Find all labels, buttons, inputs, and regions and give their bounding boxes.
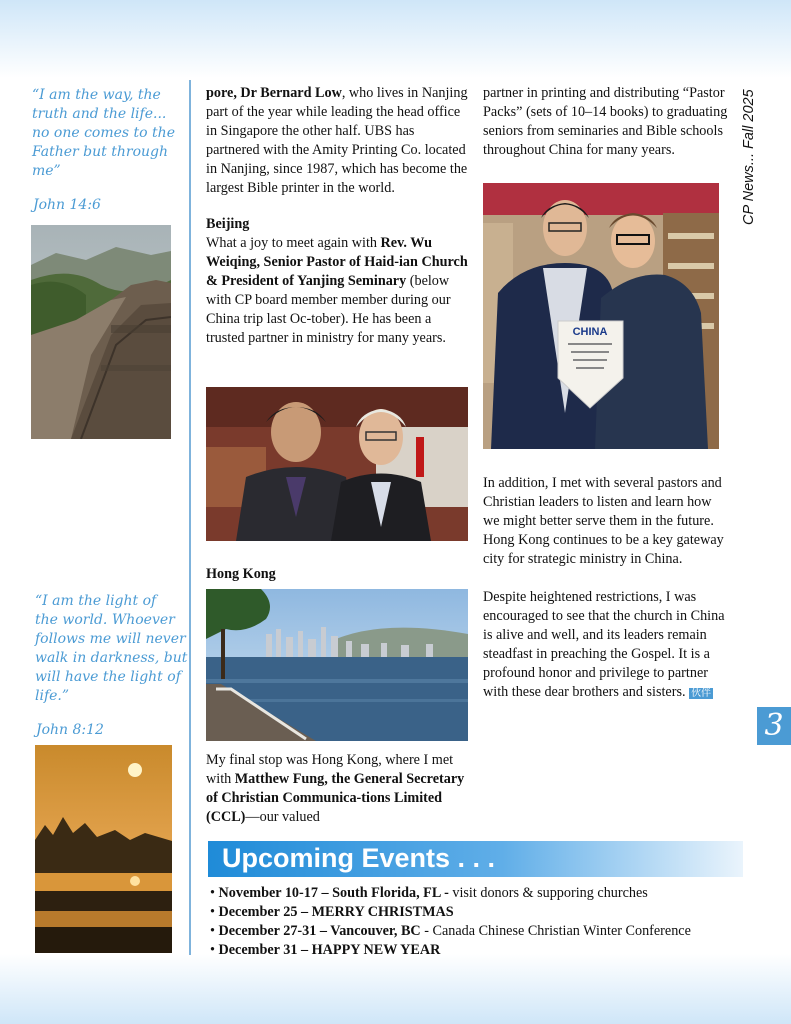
column-2-text-top <box>483 84 728 160</box>
quote-line: “I am the light of <box>35 593 157 609</box>
section-heading-hongkong: Hong Kong <box>206 566 276 582</box>
events-banner <box>208 841 743 877</box>
quote-line: life.” <box>35 688 70 704</box>
sidebar-quote-2 <box>35 592 187 706</box>
top-gradient-band <box>0 0 791 78</box>
quote-line: follows me will never <box>35 631 186 647</box>
paragraph: My final stop was Hong Kong, where I met with Matthew Fung, the General Secretary of Christian Communica-tions Limited (CCL)—our valued <box>206 752 465 825</box>
stamp-label: 伙伴 <box>691 688 712 699</box>
person-name: Matthew Fung, the General Secretary of Christian Communica-tions Limited (CCL) <box>206 771 465 825</box>
quote-line: Father but through <box>32 144 168 160</box>
sidebar-quote-1 <box>32 86 175 181</box>
event-item: • December 31 – HAPPY NEW YEAR <box>210 942 441 958</box>
paragraph-text: , who lives in Nanjing part of the year while leading the head office in Singapore the other half. UBS has partnered with the Amity Printing Co. located in Nanjing, since 1987, which has become the largest Bible printer in the world. <box>206 85 468 196</box>
sunset-photo <box>35 745 172 953</box>
bottom-gradient-band <box>0 954 791 1024</box>
event-item: • December 25 – MERRY CHRISTMAS <box>210 904 454 920</box>
event-item: • December 27-31 – Vancouver, BC - Canada Chinese Christian Winter Conference <box>210 923 691 939</box>
column-1-text-bottom <box>206 751 468 827</box>
person-name: pore, Dr Bernard Low <box>206 85 342 101</box>
great-wall-photo <box>31 225 171 439</box>
quote-1-reference: John 14:6 <box>33 197 101 213</box>
paragraph: Despite heightened restrictions, I was encouraged to see that the church in China is alive and well, and its leaders remain steadfast in preaching the Gospel. It is a profound honor and privilege to partner with these dear brothers and sisters. 伙伴 <box>483 589 725 700</box>
hong-kong-harbour-photo <box>206 589 468 741</box>
quote-line: walk in darkness, but <box>35 650 188 666</box>
paragraph: What a joy to meet again with Rev. Wu Weiqing, Senior Pastor of Haid-ian Church & President of Yanjing Seminary (below with CP board member member during our China trip last Oc-tober). He has been a trusted partner in ministry for many years. <box>206 235 468 346</box>
person-name: Rev. Wu Weiqing, Senior Pastor of Haid-ian Church & President of Yanjing Seminary <box>206 235 468 289</box>
page-number: 3 <box>757 707 791 745</box>
column-divider <box>189 80 191 955</box>
quote-line: will have the light of <box>35 669 181 685</box>
column-1-text-top <box>206 84 468 348</box>
quote-line: the world. Whoever <box>35 612 175 628</box>
events-title: Upcoming Events . . . <box>222 843 496 873</box>
paragraph <box>206 84 468 198</box>
quote-line: me” <box>32 163 61 179</box>
quote-line: “I am the way, the <box>32 87 161 103</box>
paragraph: partner in printing and distributing “Pastor Packs” (sets of 10–14 books) to graduating seniors from seminaries and Bible schools throughout China for many years. <box>483 85 728 158</box>
quote-2-reference: John 8:12 <box>36 722 104 738</box>
section-heading-beijing: Beijing <box>206 216 250 232</box>
events-list <box>210 884 691 960</box>
pennant-label: CHINA <box>572 326 608 338</box>
beijing-meeting-photo <box>206 387 468 541</box>
pastors-pennant-photo <box>483 183 719 449</box>
paragraph: In addition, I met with several pastors and Christian leaders to listen and learn how we might better serve them in the future. Hong Kong continues to be a key gateway city for strategic ministry in China. <box>483 475 724 567</box>
quote-line: no one comes to the <box>32 125 175 141</box>
column-2-text-bottom <box>483 474 728 703</box>
quote-line: truth and the life... <box>32 106 167 122</box>
event-item: • November 10-17 – South Florida, FL - visit donors & supporing churches <box>210 885 648 901</box>
publication-title: CP News... Fall 2025 <box>741 89 757 225</box>
